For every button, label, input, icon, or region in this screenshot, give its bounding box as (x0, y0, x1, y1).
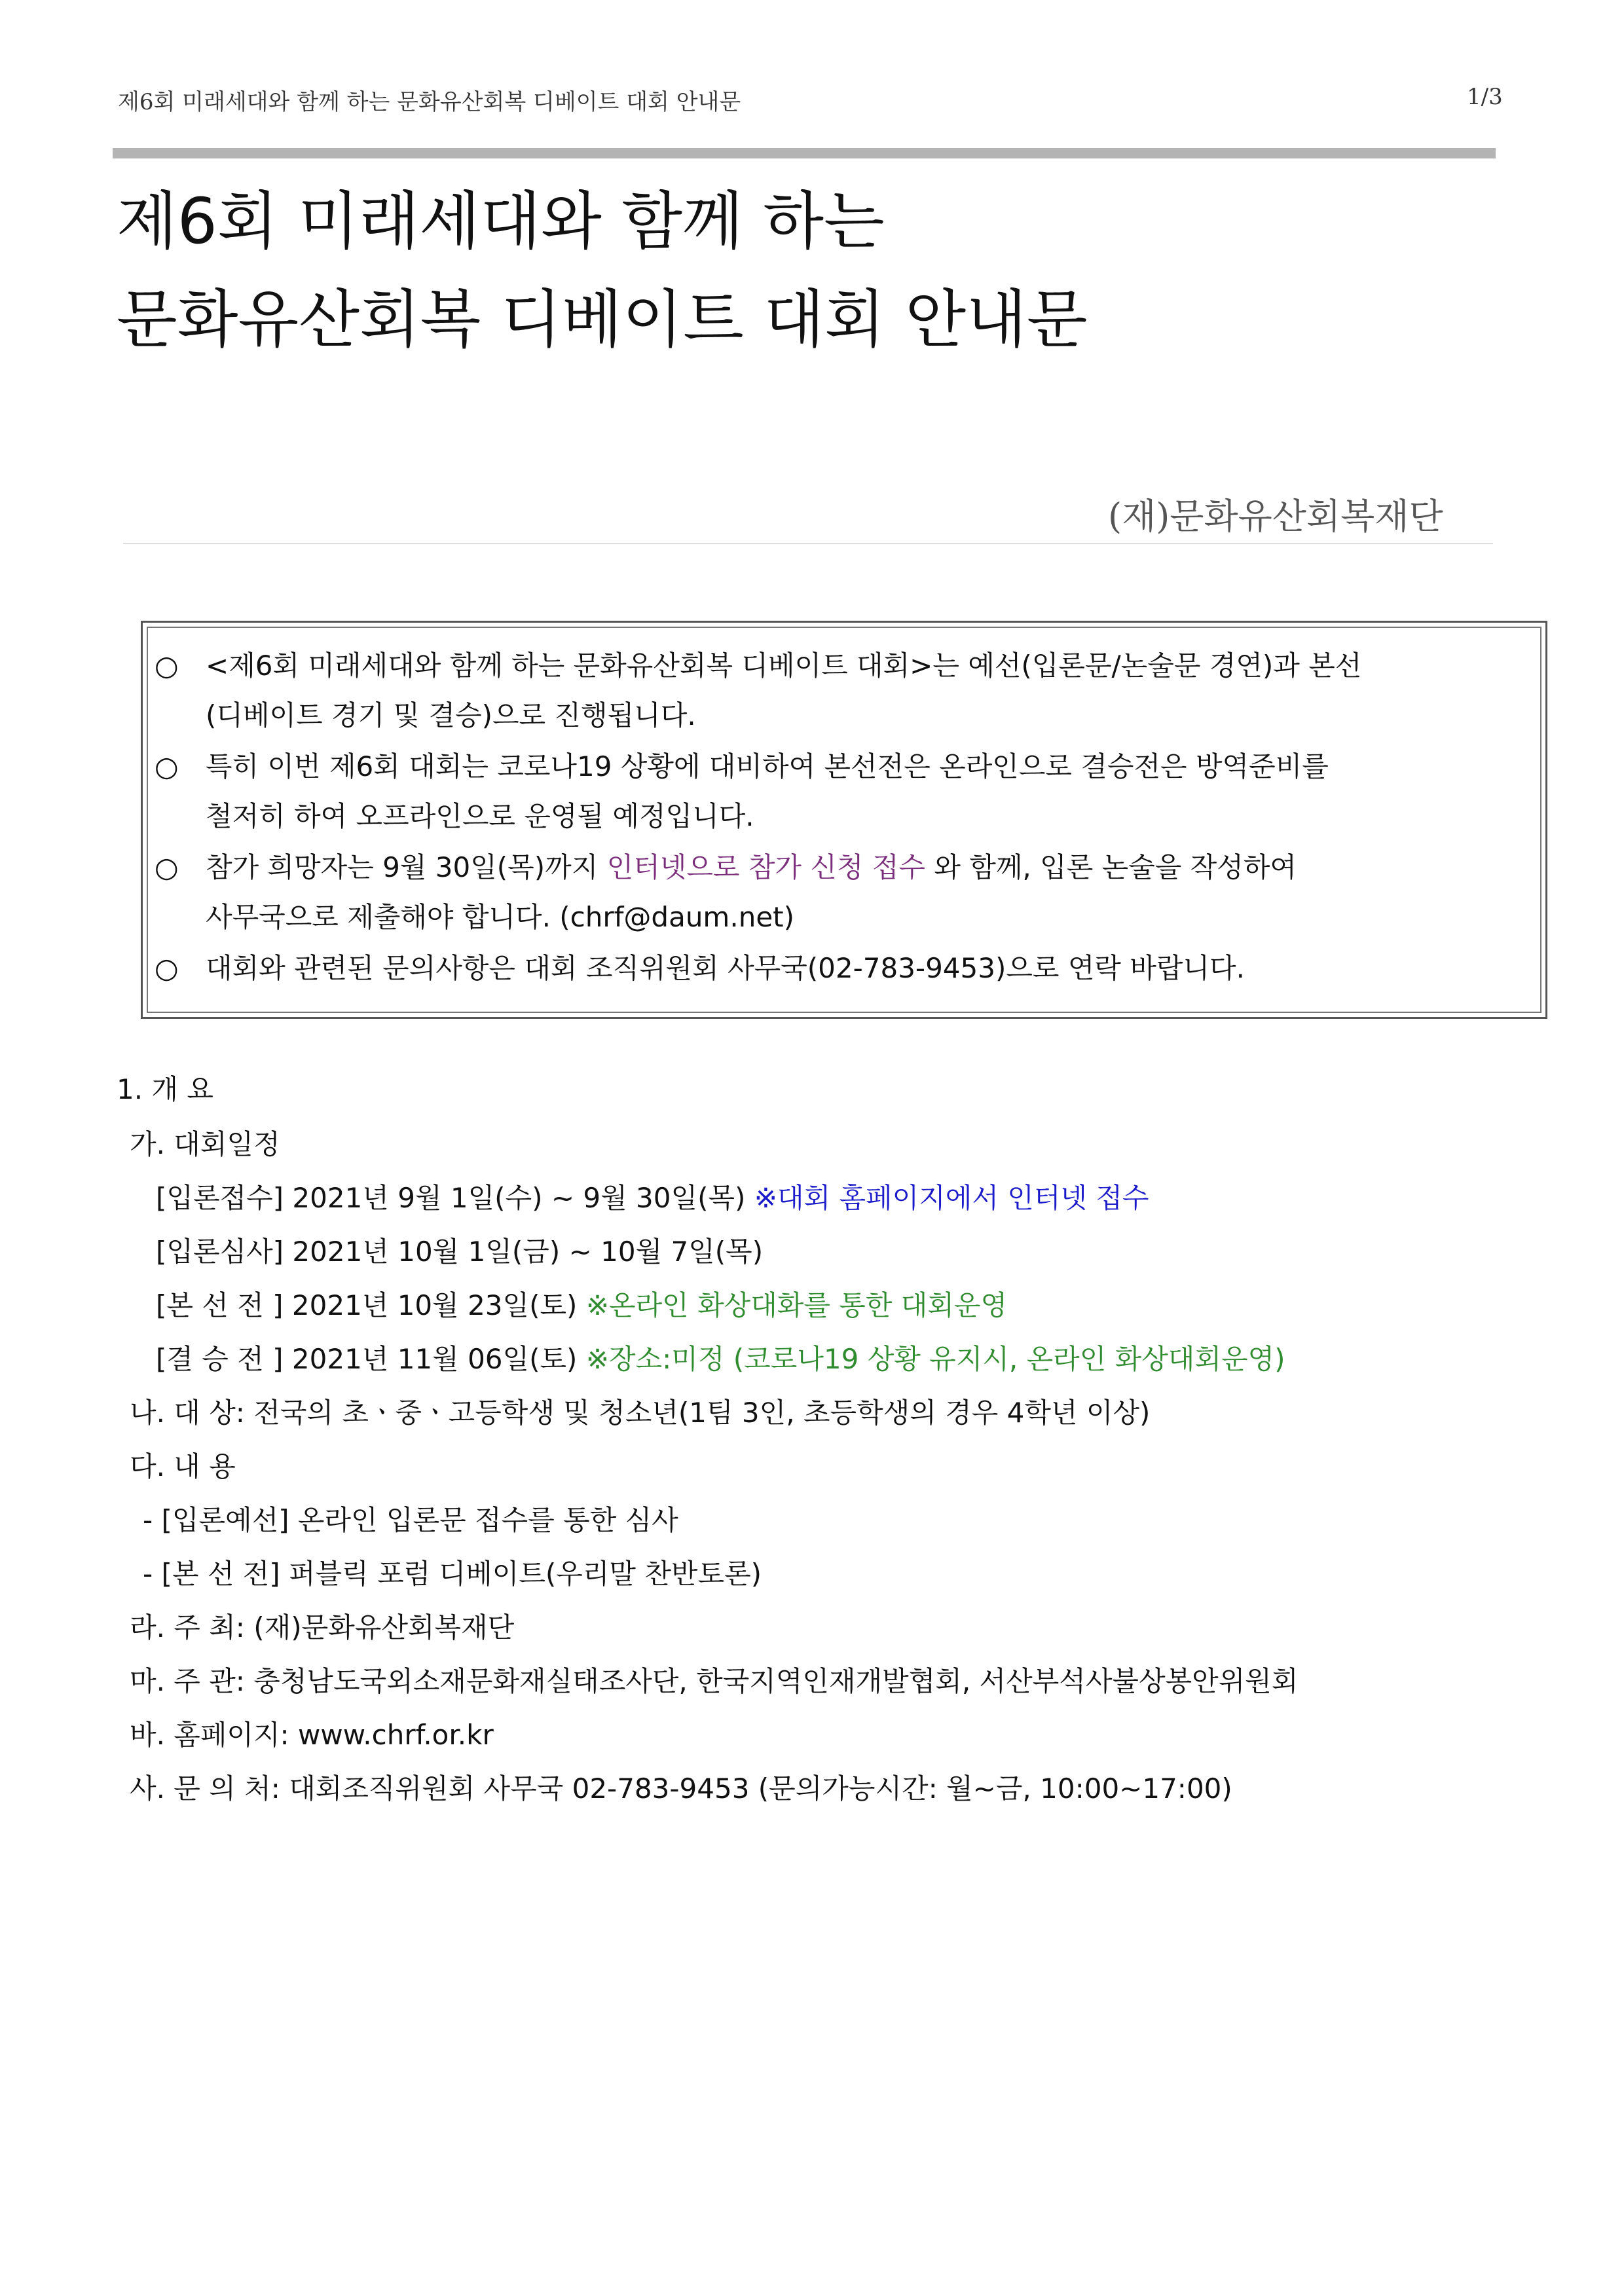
schedule-date: 2021년 10월 23일(토) (291, 1289, 578, 1321)
schedule-date: 2021년 9월 1일(수) ~ 9월 30일(목) (292, 1182, 746, 1214)
content-heading: 다. 내 용 (130, 1450, 236, 1482)
schedule-note: ※온라인 화상대화를 통한 대회운영 (585, 1289, 1008, 1321)
notice-item-3-pre: 참가 희망자는 9월 30일(목)까지 (206, 851, 607, 883)
schedule-note: ※장소:미정 (코로나19 상황 유지시, 온라인 화상대회운영) (585, 1343, 1285, 1375)
notice-item-2-line2: 철저히 하여 오프라인으로 운영될 예정입니다. (206, 800, 754, 832)
notice-item-1-line1: <제6회 미래세대와 함께 하는 문화유산회복 디베이트 대회>는 예선(입론문/논술문 경연)과 본선 (206, 650, 1362, 682)
registration-highlight: 인터넷으로 참가 신청 접수 (606, 851, 925, 883)
schedule-heading: 가. 대회일정 (130, 1128, 280, 1160)
divider (123, 543, 1493, 544)
schedule-label: [입론심사] (156, 1236, 284, 1268)
notice-item-3-line2: 사무국으로 제출해야 합니다. (chrf@daum.net) (206, 901, 795, 933)
schedule-label: [결 승 전 ] (156, 1343, 284, 1375)
notice-item-1-line2: (디베이트 경기 및 결승)으로 진행됩니다. (206, 699, 696, 731)
notice-item-3-post: 와 함께, 입론 논술을 작성하여 (925, 851, 1297, 883)
schedule-date: 2021년 10월 1일(금) ~ 10월 7일(목) (292, 1236, 764, 1268)
bullet-circle-icon: ○ (155, 650, 179, 682)
page-number: 1/3 (1467, 84, 1503, 110)
contact-line: 사. 문 의 처: 대회조직위원회 사무국 02-783-9453 (문의가능시간: 월~금, 10:00~17:00) (130, 1772, 1232, 1805)
schedule-row (156, 1287, 1007, 1324)
bullet-circle-icon: ○ (155, 750, 179, 782)
notice-item-2-line1: 특히 이번 제6회 대회는 코로나19 상황에 대비하여 본선전은 온라인으로 결승전은 방역준비를 (206, 750, 1329, 782)
bullet-circle-icon: ○ (155, 851, 179, 883)
organizer-line: 마. 주 관: 충청남도국외소재문화재실태조사단, 한국지역인재개발협회, 서산부석사불상봉안위원회 (130, 1665, 1299, 1697)
target-line: 나. 대 상: 전국의 초ㆍ중ㆍ고등학생 및 청소년(1팀 3인, 초등학생의 경우 4학년 이상) (130, 1397, 1151, 1429)
schedule-label: [입론접수] (156, 1182, 284, 1214)
homepage-line: 바. 홈페이지: www.chrf.or.kr (130, 1719, 494, 1751)
schedule-row (156, 1341, 1285, 1378)
content-item: - [입론예선] 온라인 입론문 접수를 통한 심사 (143, 1504, 678, 1536)
notice-box (141, 621, 1547, 1019)
content-item: - [본 선 전] 퍼블릭 포럼 디베이트(우리말 찬반토론) (143, 1558, 762, 1590)
section-heading: 1. 개 요 (117, 1073, 213, 1105)
schedule-label: [본 선 전 ] (156, 1289, 284, 1321)
schedule-row (156, 1234, 763, 1270)
running-header-title: 제6회 미래세대와 함께 하는 문화유산회복 디베이트 대회 안내문 (118, 89, 741, 115)
schedule-date: 2021년 11월 06일(토) (291, 1343, 578, 1375)
document-title-line2: 문화유산회복 디베이트 대회 안내문 (117, 283, 1088, 356)
schedule-row (156, 1180, 1149, 1217)
organizer-name: (재)문화유산회복재단 (1108, 496, 1443, 537)
notice-item-3-line1 (206, 843, 1297, 892)
schedule-note: ※대회 홈페이지에서 인터넷 접수 (754, 1182, 1149, 1214)
host-line: 라. 주 최: (재)문화유산회복재단 (130, 1611, 515, 1643)
bullet-circle-icon: ○ (155, 952, 179, 984)
header-bar (113, 148, 1496, 158)
notice-item-4-line1: 대회와 관련된 문의사항은 대회 조직위원회 사무국(02-783-9453)으로 연락 바랍니다. (206, 952, 1245, 984)
document-title-line1: 제6회 미래세대와 함께 하는 (117, 185, 885, 258)
